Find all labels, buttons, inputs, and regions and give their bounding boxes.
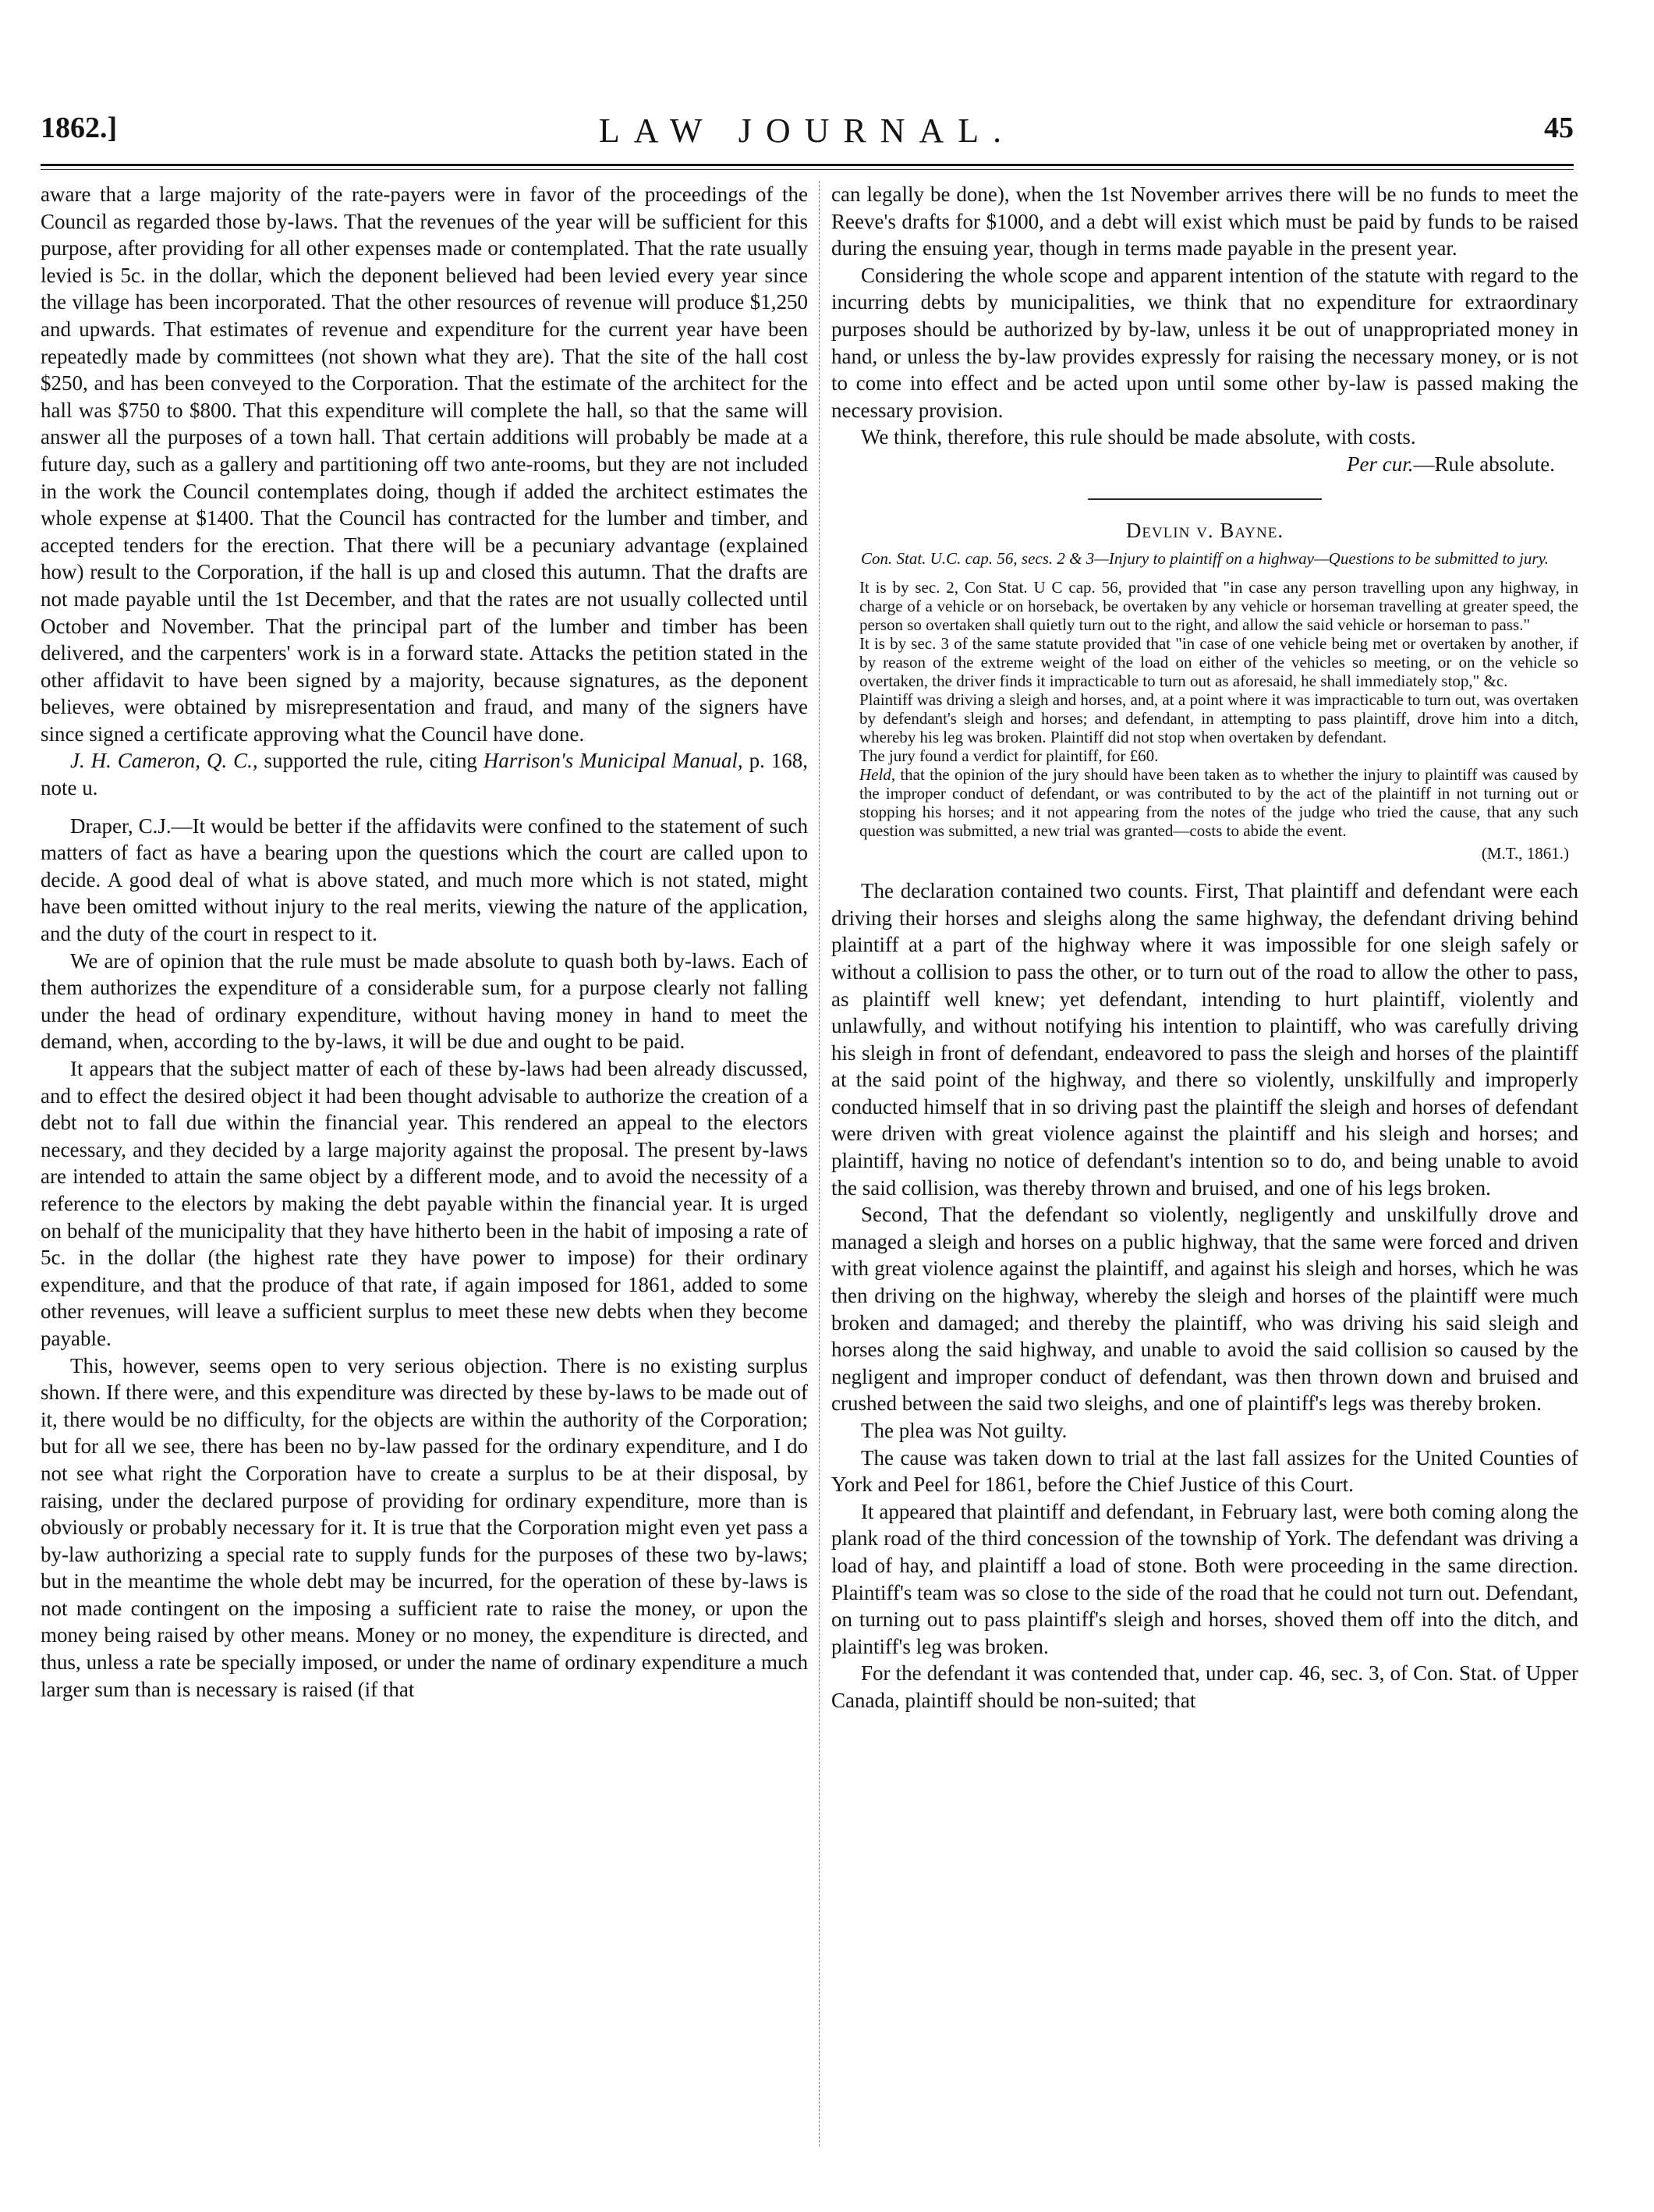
paragraph: We think, therefore, this rule should be made absolute, with costs. [861,425,1416,449]
case-subtitle: Con. Stat. U.C. cap. 56, secs. 2 & 3—Injury to plaintiff on a highway—Questions to be submitted to jury. [861,549,1549,569]
paragraph: The plea was Not guilty. [861,1419,1068,1442]
paragraph: aware that a large majority of the rate-payers were in favor of the proceedings of the Council as regarded those by-laws. That the revenues of the year will be sufficient for this purpose, after providing for all other expenses made or contemplated. That the rate usually levied is 5c. in the dollar, which the deponent believed had been levied every year since the village has been incorporated. That the other resources of revenue will produce $1,250 and upwards. That estimates of revenue and expenditure for the current year have been repeatedly made by committees (not shown what they are). That the site of the hall cost $250, and has been conveyed to the Corporation. That the estimate of the architect for the hall was $750 to $800. That this expenditure will complete the hall, so that the same will answer all the purposes of a town hall. That certain additions will probably be made at a future day, such as a gallery and partitioning off two ante-rooms, but they are not included in the work the Council contemplates doing, though if added the architect estimates the whole expense at $1400. That the Council has contracted for the lumber and timber, and accepted tenders for the erection. That there will be a pecuniary advantage (explained how) result to the Corporation, if the hall is up and closed this autumn. That the drafts are not made payable until the 1st December, and that the rates are not usually collected until October and November. That the principal part of the lumber and timber has been delivered, and the carpenters' work is in a forward state. Attacks the petition stated in the other affidavit to have been signed by a majority, because signatures, as the deponent believes, were obtained by misrepresentation and fraud, and many of the signers have since signed a certificate approving what the Council have done. [41,183,808,746]
paragraph: It appeared that plaintiff and defendant, in February last, were both coming along the plank road of the third concession of the township of York. The defendant was driving a load of hay, and plaintiff a load of stone. Both were proceeding in the same direction. Plaintiff's team was so close to the side of the road that he could not turn out. Defendant, on turning out to pass plaintiff's sleigh and horses, shoved them off into the ditch, and plaintiff's leg was broken. [831,1499,1578,1658]
header-rule [41,164,1574,166]
paragraph: For the defendant it was contended that, under cap. 46, sec. 3, of Con. Stat. of Upper Canada, plaintiff should be non-suited; that [831,1661,1578,1712]
paragraph: Draper, C.J.—It would be better if the affidavits were confined to the statement of such matters of fact as have a bearing upon the questions which the court are called upon to decide. A good deal of what is above stated, and much more which is not stated, might have been omitted without injury to the real merits, viewing the nature of the application, and the duty of the court in respect to it. [41,814,808,946]
paragraph: The declaration contained two counts. First, That plaintiff and defendant were each driving their horses and sleighs along the same highway, the defendant driving behind plaintiff at a part of the highway where it was impossible for one sleigh safely or without a collision to pass the other, or to turn out of the road to allow the other to pass, as plaintiff well knew; yet defendant, intending to hurt plaintiff, violently and unlawfully, and without notifying his intention to plaintiff, who was carefully driving his sleigh in front of defendant, endeavored to pass the sleigh and horses of the plaintiff at the said point of the highway, and there so violently, unskilfully and improperly conducted himself that in so driving past the plaintiff the sleigh and horses of defendant were driven with great violence against the plaintiff and his sleigh and horses; and plaintiff, having no notice of defendant's intention so to do, and being unable to avoid the said collision, was thereby thrown and bruised, and one of his legs broken. [831,879,1578,1200]
case-title: Devlin v. Bayne. [1125,518,1284,542]
paragraph: J. H. Cameron, Q. C., supported the rule, citing Harrison's Municipal Manual, p. 168, note u. [41,749,808,800]
page-number: 45 [1544,112,1574,144]
paragraph: can legally be done), when the 1st November arrives there will be no funds to meet the Reeve's drafts for $1000, and a debt will exist which must be paid by funds to be raised during the ensuing year, though in terms made payable in the present year. [831,183,1578,261]
counsel-name: J. H. Cameron, Q. C., [70,749,258,773]
citation: Harrison's Municipal Manual, [483,749,743,773]
headnote: Plaintiff was driving a sleigh and horses, and, at a point where it was impracticable to turn out, was overtaken by defendant's sleigh and horses; and defendant, in attempting to pass plaintiff, drove him into a ditch, whereby his leg was broken. Plaintiff did not stop when overtaken by defendant. [859,690,1578,747]
paragraph: Considering the whole scope and apparent intention of the statute with regard to the incurring debts by municipalities, we think that no expenditure for extraordinary purposes should be authorized by by-law, unless it be out of unappropriated money in hand, or unless the by-law provides expressly for raising the necessary money, or is not to come into effect and be acted upon until some other by-law is passed making the necessary provision. [831,263,1578,422]
paragraph: The cause was taken down to trial at the last fall assizes for the United Counties of York and Peel for 1861, before the Chief Justice of this Court. [831,1445,1578,1497]
headnote: It is by sec. 3 of the same statute provided that "in case of one vehicle being met or overtaken by another, if by reason of the extreme weight of the load on either of the vehicles so meeting, or on the vehicle so overtaken, the driver finds it impracticable to turn out as aforesaid, he shall immediately stop," &c. [859,634,1578,691]
journal-title: LAW JOURNAL. [598,112,1016,150]
section-divider [1088,498,1322,500]
court-term: (M.T., 1861.) [1481,844,1569,863]
paragraph: It appears that the subject matter of each of these by-laws had been already discussed, and to effect the desired object it had been thought advisable to authorize the creation of a debt not to fall due within the financial year. This rendered an appeal to the electors necessary, and they decided by a large majority against the proposal. The present by-laws are intended to attain the same object by a different mode, and to avoid the necessity of a reference to the electors by making the debt payable within the financial year. It is urged on behalf of the municipality that they have hitherto been in the habit of imposing a rate of 5c. in the dollar (the highest rate they have power to impose) for their ordinary expenditure, and that the produce of that rate, if again imposed for 1861, added to some other revenues, will leave a sufficient surplus to meet these new debts when they become payable. [41,1057,808,1350]
paragraph: We are of opinion that the rule must be made absolute to quash both by-laws. Each of them authorizes the expenditure of a considerable sum, for a purpose clearly not falling under the head of ordinary expenditure, without having money in hand to meet the demand, when, according to the by-laws, it will be due and ought to be paid. [41,948,808,1054]
right-column [831,181,1578,1714]
header-year: 1862.] [41,112,118,144]
headnote: The jury found a verdict for plaintiff, for £60. [859,746,1159,766]
header-rule-thin [41,169,1574,170]
headnote: Held, that the opinion of the jury should have been taken as to whether the injury to plaintiff was caused by the improper conduct of defendant, or was contributed to by the act of the plaintiff in not turning out or stopping his horses; and it not appearing from the notes of the judge who tried the cause, that any such question was submitted, a new trial was granted—costs to abide the event. [859,765,1578,841]
paragraph: This, however, seems open to very serious objection. There is no existing surplus shown. If there were, and this expenditure was directed by these by-laws to be made out of it, there would be no difficulty, for the objects are within the authority of the Corporation; but for all we see, there has been no by-law passed for the ordinary expenditure, and I do not see what right the Corporation have to create a surplus to be at their disposal, by raising, under the declared purpose of providing for ordinary expenditure, more than is obviously or probably necessary for it. It is true that the Corporation might even yet pass a by-law authorizing a special rate to supply funds for the purposes of these two by-laws; but in the meantime the whole debt may be incurred, for the operation of these by-laws is not made contingent on the imposing a sufficient rate to raise the money, or upon the money being raised by other means. Money or no money, the expenditure is directed, and thus, unless a rate be specially imposed, or under the name of ordinary expenditure a much larger sum than is necessary is raised (if that [41,1353,808,1701]
page-header [41,111,1574,158]
paragraph: Second, That the defendant so violently, negligently and unskilfully drove and managed a sleigh and horses on a public highway, that the same were forced and driven with great violence against the plaintiff, and against his sleigh and horses, which he was then driving on the highway, whereby the sleigh and horses of the plaintiff were much broken and damaged; and thereby the plaintiff, who was driving his said sleigh and horses along the said highway, and unable to avoid the said collision so caused by the negligent and improper conduct of defendant, was then thrown down and bruised and crushed between the said two sleighs, and one of plaintiff's legs was thereby broken. [831,1203,1578,1416]
headnote: It is by sec. 2, Con Stat. U C cap. 56, provided that "in case any person travelling upon any highway, in charge of a vehicle or on horseback, be overtaken by any vehicle or horseman travelling at greater speed, the person so overtaken shall quietly turn out to the right, and allow the said vehicle or horseman to pass." [859,578,1578,635]
signature-line: Per cur.—Rule absolute. [1347,452,1555,476]
left-column [41,181,808,1703]
column-divider [819,181,820,2146]
